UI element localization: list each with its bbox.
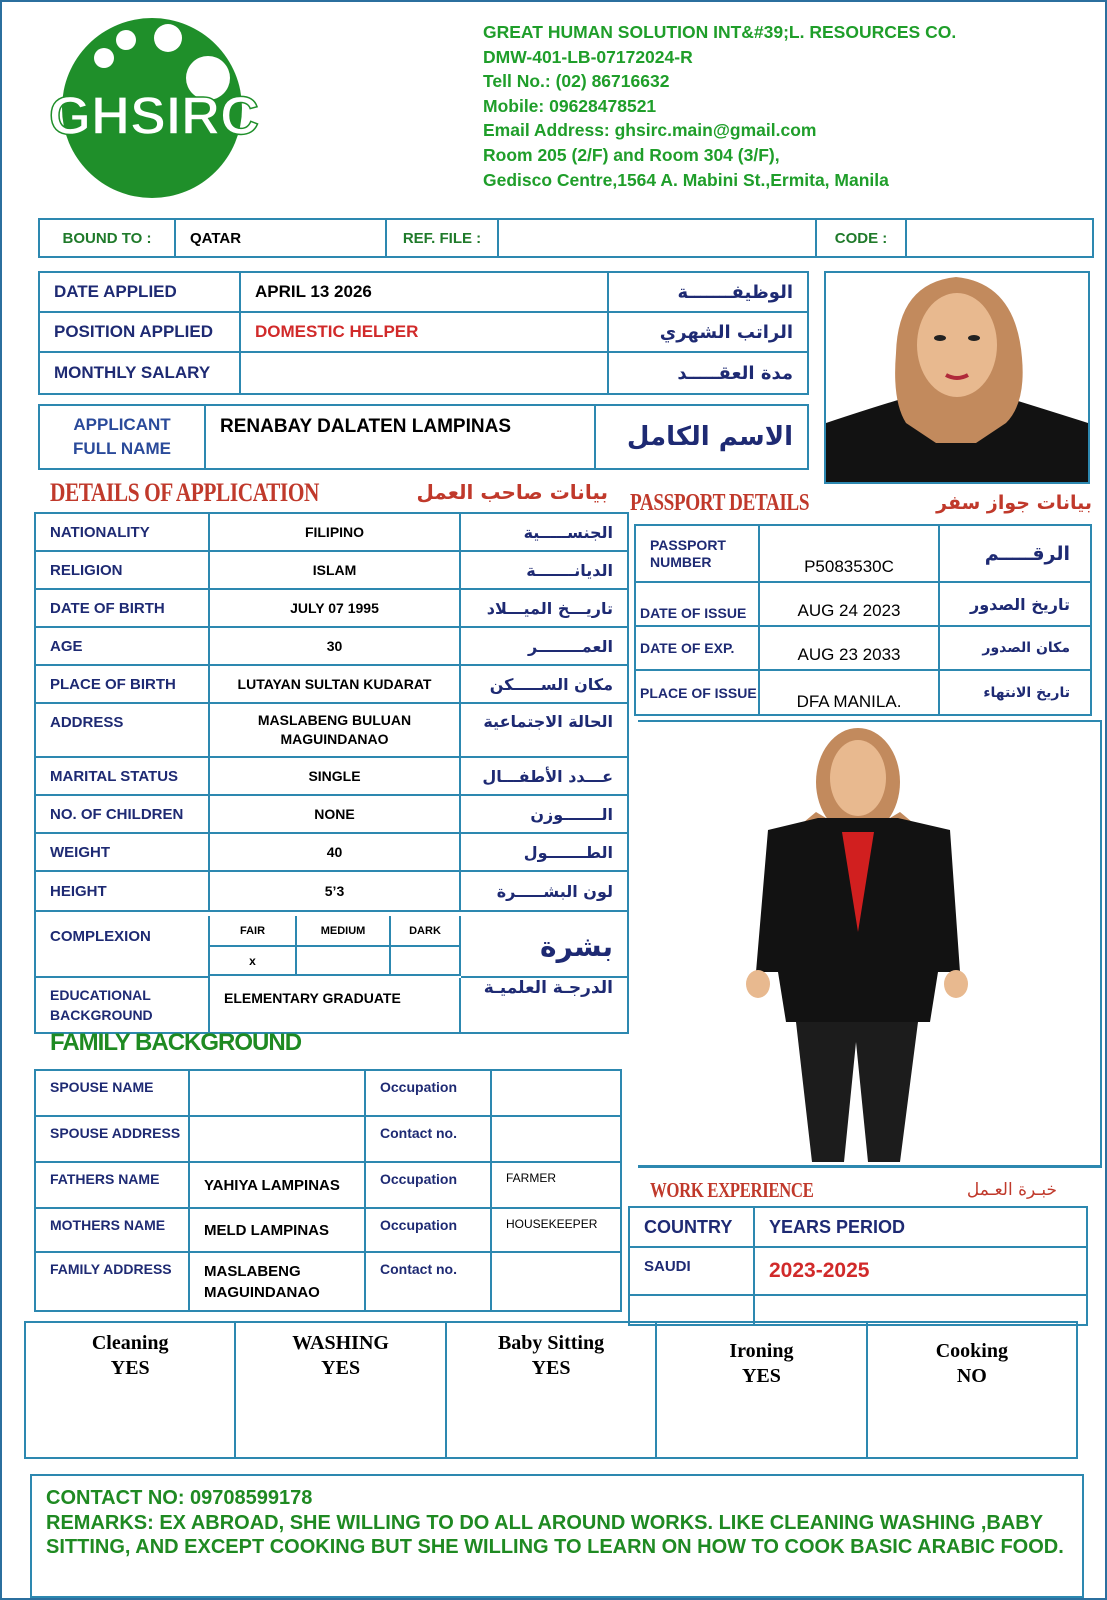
date-applied-ar: الوظيفـــــــة <box>609 273 807 313</box>
passport-number-label-line2: NUMBER <box>650 553 712 570</box>
details-label: HEIGHT <box>36 872 210 912</box>
bound-value: QATAR <box>176 220 387 256</box>
details-label: DATE OF BIRTH <box>36 590 210 628</box>
skill-name: Cleaning <box>91 1332 169 1354</box>
work-table <box>628 1206 1088 1326</box>
skill-name: Ironing <box>729 1340 794 1362</box>
email: Email Address: ghsirc.main@gmail.com <box>483 120 817 141</box>
details-value: JULY 07 1995 <box>210 590 461 628</box>
details-value: NONE <box>210 796 461 834</box>
family-sub-label: Occupation <box>366 1071 492 1117</box>
place-of-issue-ar: تاريخ الانتهاء <box>983 684 1070 701</box>
code-value <box>907 220 1092 256</box>
salary-value <box>241 353 609 393</box>
ref-file-value <box>499 220 817 256</box>
details-label: ADDRESS <box>36 704 210 758</box>
details-label: WEIGHT <box>36 834 210 872</box>
remarks-box <box>30 1474 1084 1598</box>
complexion-dark: DARK <box>391 916 461 947</box>
family-sub-label: Occupation <box>366 1163 492 1209</box>
remarks-text: REMARKS: EX ABROAD, SHE WILLING TO DO ALL AROUND WORKS. LIKE CLEANING WASHING ,BABY SITTING, AND EXCEPT COOKING BUT SHE WILLING TO LEARN ON HOW TO COOK BASIC ARABIC FOOD. <box>46 1511 1064 1558</box>
details-label: MARITAL STATUS <box>36 758 210 796</box>
salary-label: MONTHLY SALARY <box>40 353 241 393</box>
logo-text: GHSIRC <box>48 86 260 146</box>
details-value: SINGLE <box>210 758 461 796</box>
applicant-full-body-photo <box>638 720 1102 1168</box>
skill-name: WASHING <box>292 1332 389 1354</box>
full-body-image <box>638 722 1100 1166</box>
family-value: YAHIYA LAMPINAS <box>190 1163 366 1209</box>
bound-row <box>38 218 1094 258</box>
complexion-fair: FAIR <box>210 916 297 947</box>
family-sub-value: HOUSEKEEPER <box>492 1209 620 1253</box>
passport-number-ar: الرقـــــم <box>940 526 1090 583</box>
date-of-issue-label: DATE OF ISSUE <box>636 583 760 627</box>
complexion-ar: بشرة <box>461 916 627 978</box>
details-ar: عـــدد الأطفـــال <box>461 758 627 796</box>
family-table <box>34 1069 622 1312</box>
full-name-label-line1: APPLICANT <box>73 415 171 434</box>
bound-label: BOUND TO : <box>40 220 176 256</box>
details-label: PLACE OF BIRTH <box>36 666 210 704</box>
skill-name: Cooking <box>935 1340 1008 1362</box>
place-of-issue-value: DFA MANILA. <box>760 671 940 714</box>
details-ar: الديانـــــــة <box>461 552 627 590</box>
work-title-ar: خبـرة العـمل <box>966 1180 1057 1200</box>
full-name-label <box>40 406 206 468</box>
complexion-medium-mark <box>297 947 391 976</box>
details-ar: العمــــــــر <box>461 628 627 666</box>
date-of-exp-label: DATE OF EXP. <box>636 627 760 671</box>
skill-washing <box>236 1323 446 1457</box>
work-country-2 <box>630 1296 755 1324</box>
work-years-1: 2023-2025 <box>755 1248 1086 1296</box>
position-value: DOMESTIC HELPER <box>241 313 609 353</box>
family-sub-label: Contact no. <box>366 1253 492 1310</box>
position-ar: الراتب الشهري <box>609 313 807 353</box>
full-name-table <box>38 404 809 470</box>
full-name-value: RENABAY DALATEN LAMPINAS <box>206 406 596 468</box>
company-name: GREAT HUMAN SOLUTION INT&#39;L. RESOURCES CO. <box>483 22 957 42</box>
position-label: POSITION APPLIED <box>40 313 241 353</box>
telephone: Tell No.: (02) 86716632 <box>483 71 670 92</box>
date-of-issue-value: AUG 24 2023 <box>760 583 940 627</box>
full-name-ar: الاسم الكامل <box>626 422 793 452</box>
details-label: RELIGION <box>36 552 210 590</box>
details-label: NATIONALITY <box>36 514 210 552</box>
passport-number-value: P5083530C <box>760 526 940 583</box>
skills-table <box>24 1321 1078 1459</box>
skill-baby-sitting <box>447 1323 657 1457</box>
family-label: SPOUSE NAME <box>36 1071 190 1117</box>
details-value: ISLAM <box>210 552 461 590</box>
applicant-headshot-photo <box>824 271 1090 484</box>
family-sub-label: Contact no. <box>366 1117 492 1163</box>
passport-title-ar: بيانات جواز سفر <box>936 492 1092 514</box>
education-label <box>36 978 210 1032</box>
family-value: MELD LAMPINAS <box>190 1209 366 1253</box>
passport-table <box>634 524 1092 716</box>
details-value: 30 <box>210 628 461 666</box>
work-col-years: YEARS PERIOD <box>755 1208 1086 1248</box>
details-ar: تاريـــخ الميـــلاد <box>461 590 627 628</box>
place-of-issue-label: PLACE OF ISSUE <box>636 671 760 714</box>
mobile: Mobile: 09628478521 <box>483 95 657 116</box>
ghsirc-logo <box>40 16 268 202</box>
details-value: FILIPINO <box>210 514 461 552</box>
family-value <box>190 1117 366 1163</box>
job-table <box>38 271 809 395</box>
family-value: MASLABENG MAGUINDANAO <box>190 1253 366 1310</box>
details-value: 40 <box>210 834 461 872</box>
family-sub-value <box>492 1253 620 1310</box>
code-label: CODE : <box>817 220 907 256</box>
details-ar: لون البشـــــرة <box>461 872 627 912</box>
education-label-line1: EDUCATIONAL <box>50 987 151 1003</box>
company-info <box>483 20 956 192</box>
full-name-label-line2: FULL NAME <box>73 439 171 458</box>
work-country-1: SAUDI <box>630 1248 755 1296</box>
details-table <box>34 512 629 1034</box>
passport-number-label <box>636 526 760 583</box>
details-value: LUTAYAN SULTAN KUDARAT <box>210 666 461 704</box>
education-ar: الدرجـة العلميـة <box>483 978 613 998</box>
details-title: DETAILS OF APPLICATION <box>50 478 319 507</box>
ref-file-label: REF. FILE : <box>387 220 499 256</box>
skill-cooking <box>868 1323 1076 1457</box>
passport-title: PASSPORT DETAILS <box>630 490 810 516</box>
complexion-dark-mark <box>391 947 461 976</box>
passport-number-label-line1: PASSPORT <box>650 536 726 553</box>
skill-value: YES <box>110 1357 150 1379</box>
family-sub-value: FARMER <box>492 1163 620 1209</box>
headshot-image <box>826 273 1088 482</box>
family-label: FATHERS NAME <box>36 1163 190 1209</box>
education-value: ELEMENTARY GRADUATE <box>210 978 461 1032</box>
details-label: AGE <box>36 628 210 666</box>
family-label: FAMILY ADDRESS <box>36 1253 190 1310</box>
details-ar: مكان الســـــكن <box>461 666 627 704</box>
details-ar: الحالة الاجتماعية <box>461 704 627 758</box>
date-applied-label: DATE APPLIED <box>40 273 241 313</box>
contact-number: CONTACT NO: 09708599178 <box>46 1487 313 1509</box>
details-ar: الـــــــوزن <box>461 796 627 834</box>
date-applied-value: APRIL 13 2026 <box>241 273 609 313</box>
complexion-label: COMPLEXION <box>36 916 210 978</box>
salary-ar: مدة العقـــــد <box>677 362 793 384</box>
work-col-country: COUNTRY <box>630 1208 755 1248</box>
room: Room 205 (2/F) and Room 304 (3/F), <box>483 144 780 165</box>
address: Gedisco Centre,1564 A. Mabini St.,Ermita, Manila <box>483 169 889 190</box>
work-years-2 <box>755 1296 1086 1324</box>
skill-value: YES <box>531 1357 571 1379</box>
skill-value: NO <box>956 1365 987 1387</box>
work-title: WORK EXPERIENCE <box>650 1178 814 1202</box>
details-ar: الطـــــــول <box>461 834 627 872</box>
license-number: DMW-401-LB-07172024-R <box>483 46 693 67</box>
details-label: NO. OF CHILDREN <box>36 796 210 834</box>
skill-ironing <box>657 1323 867 1457</box>
family-sub-value <box>492 1117 620 1163</box>
family-value <box>190 1071 366 1117</box>
complexion-fair-mark: x <box>210 947 297 976</box>
family-label: MOTHERS NAME <box>36 1209 190 1253</box>
skill-name: Baby Sitting <box>497 1332 605 1354</box>
skill-value: YES <box>321 1357 361 1379</box>
education-label-line2: BACKGROUND <box>50 1007 153 1023</box>
date-of-exp-ar: مكان الصدور <box>940 627 1090 671</box>
family-sub-value <box>492 1071 620 1117</box>
family-sub-label: Occupation <box>366 1209 492 1253</box>
details-ar: الجنســـــية <box>461 514 627 552</box>
details-value: 5’3 <box>210 872 461 912</box>
date-of-exp-value: AUG 23 2033 <box>760 627 940 671</box>
date-of-issue-ar: تاريخ الصدور <box>940 583 1090 627</box>
skill-cleaning <box>26 1323 236 1457</box>
skill-value: YES <box>741 1365 781 1387</box>
family-title: FAMILY BACKGROUND <box>50 1029 302 1056</box>
family-label: SPOUSE ADDRESS <box>36 1117 190 1163</box>
details-value: MASLABENG BULUAN MAGUINDANAO <box>210 704 461 758</box>
complexion-medium: MEDIUM <box>297 916 391 947</box>
details-title-ar: بيانات صاحب العمل <box>416 480 608 504</box>
